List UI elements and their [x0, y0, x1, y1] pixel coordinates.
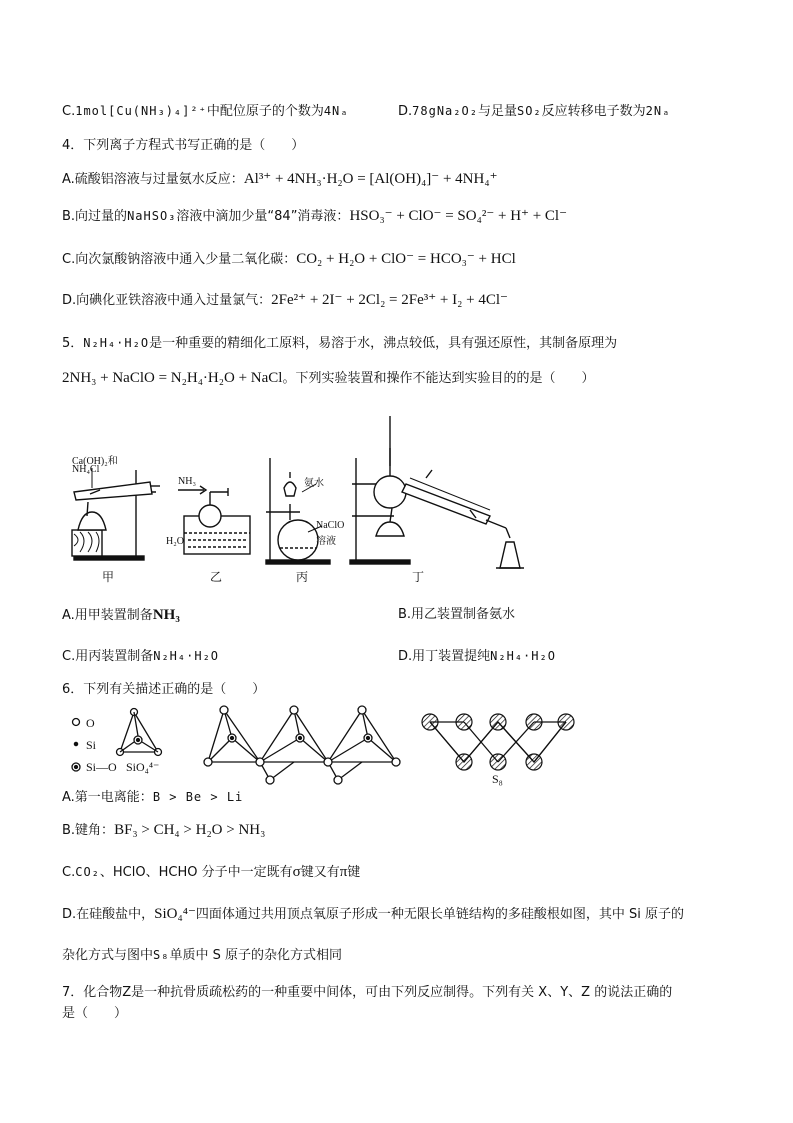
stem-text: 是一种重要的精细化工原料，易溶于水，沸点较低，具有强还原性，其制备原理为 [149, 336, 618, 351]
option-letter: C. [62, 865, 76, 880]
q4-option-c [62, 249, 516, 270]
apparatus-drawing [60, 408, 530, 588]
formula: NaHSO₃ [127, 209, 177, 223]
formula: NH₃ [152, 607, 180, 623]
option-text: 单质中 S 原子的杂化方式相同 [169, 948, 342, 963]
equation: 2Fe²⁺ + 2I⁻ + 2Cl₂ = 2Fe³⁺ + I₂ + 4Cl⁻ [271, 292, 508, 308]
option-text: B.键角： [62, 823, 115, 838]
formula: SO₂ [516, 104, 542, 118]
q7-stem-line1: 7．化合物Z是一种抗骨质疏松药的一种重要中间体，可由下列反应制得。下列有关 X、Y、Z 的说法正确的 [62, 985, 673, 1000]
question-number: 5． [62, 336, 84, 351]
q6-option-d-line2 [62, 945, 342, 966]
option-letter: D. [398, 104, 413, 119]
option-text: D.向碘化亚铁溶液中通入过量氯气： [62, 293, 272, 308]
formula: 4Nₐ [323, 104, 349, 118]
label-nh3: NH₃ [178, 476, 196, 487]
label-naclo: NaClO [316, 520, 345, 531]
caption-ding: 丁 [412, 570, 425, 584]
legend-oxygen: O [86, 716, 95, 730]
equation: 2NH₃ + NaClO = N₂H₄·H₂O + NaCl [62, 370, 283, 386]
q4-stem: 4．下列离子方程式书写正确的是（ ） [62, 138, 305, 153]
option-text: 与足量 [477, 104, 517, 119]
formula: N₂H₄·H₂O [153, 649, 220, 663]
caption-jia: 甲 [102, 570, 115, 584]
option-text: 中配位原子的个数为 [206, 104, 324, 119]
option-text: A.硫酸铝溶液与过量氨水反应： [62, 172, 244, 187]
formula: N₂H₄·H₂O [83, 336, 150, 350]
stem-text: 。下列实验装置和操作不能达到实验目的的是（ ） [282, 371, 595, 386]
option-text: A.用甲装置制备 [62, 608, 153, 623]
q6-option-b [62, 820, 265, 841]
label-s8: S₈ [492, 772, 503, 786]
formula: 2Nₐ [645, 104, 671, 118]
legend-silicon: Si [86, 738, 97, 752]
q6-option-a [62, 787, 243, 808]
label-ammonia: 氨水 [304, 478, 324, 489]
option-text: D.用丁装置提纯 [398, 649, 491, 664]
option-text: 反应转移电子数为 [541, 104, 646, 119]
formula: 78gNa₂O₂ [412, 104, 478, 118]
equation: BF₃ > CH₄ > H₂O > NH₃ [114, 822, 266, 838]
formula: CO₂ [75, 865, 100, 879]
option-text: 杂化方式与图中 [62, 948, 154, 963]
option-text: 键又有 [300, 865, 340, 880]
label-h2o: H₂O [166, 536, 184, 547]
q4-option-d [62, 290, 508, 311]
equation: CO₂ + H₂O + ClO⁻ = HCO₃⁻ + HCl [296, 251, 516, 267]
q6-stem: 6．下列有关描述正确的是（ ） [62, 682, 266, 697]
option-text: C.向次氯酸钠溶液中通入少量二氧化碳： [62, 252, 297, 267]
label-sio4: SiO₄⁴⁻ [126, 760, 160, 774]
option-text: 键 [347, 865, 361, 880]
option-text: 四面体通过共用顶点氧原子形成一种无限长单链结构的多硅酸根如图，其中 Si 原子的 [195, 907, 685, 922]
q6-option-d-line1 [62, 904, 684, 925]
label-reagent-2: NH₄Cl [72, 464, 100, 475]
option-text: 、HClO、HCHO 分子中一定既有 [99, 865, 293, 880]
equation: Al³⁺ + 4NH₃·H₂O = [Al(OH)₄]⁻ + 4NH₄⁺ [243, 171, 498, 187]
label-solution: 溶液 [316, 536, 336, 547]
option-text: A.第一电离能： [62, 790, 153, 805]
q3-option-c [62, 101, 349, 122]
q5-option-d [398, 646, 556, 667]
option-text: D.在硅酸盐中， [62, 907, 155, 922]
formula: S₈ [153, 948, 170, 962]
option-text: 溶液中滴加少量“84”消毒液： [176, 209, 350, 224]
option-text: B.向过量的 [62, 209, 128, 224]
option-letter: C. [62, 104, 76, 119]
q7-stem-line2: 是（ ） [62, 1006, 128, 1021]
q5-option-b: B.用乙装置制备氨水 [398, 607, 516, 622]
q4-option-a [62, 169, 498, 190]
q5-option-a [62, 605, 180, 626]
formula: SiO₄⁴⁻ [154, 906, 196, 922]
q5-option-c [62, 646, 219, 667]
apparatus-figure [60, 408, 530, 588]
q5-stem-line1 [62, 333, 617, 354]
caption-bing: 丙 [296, 570, 309, 584]
q4-option-b [62, 206, 567, 227]
option-text: C.用丙装置制备 [62, 649, 154, 664]
symbol-pi: π [339, 864, 348, 880]
q6-option-c [62, 862, 360, 883]
formula: N₂H₄·H₂O [490, 649, 556, 663]
symbol-sigma: σ [292, 864, 301, 880]
equation: B > Be > Li [152, 790, 244, 804]
silicate-figure [60, 700, 600, 788]
label-reagent-1: Ca(OH)₂和 [72, 456, 118, 467]
legend-si-o: Si—O [86, 760, 117, 774]
caption-yi: 乙 [210, 570, 223, 584]
formula: 1mol[Cu(NH₃)₄]²⁺ [75, 104, 207, 118]
q3-option-d [398, 101, 670, 122]
q5-stem-line2 [62, 368, 594, 389]
equation: HSO₃⁻ + ClO⁻ = SO₄²⁻ + H⁺ + Cl⁻ [349, 208, 568, 224]
